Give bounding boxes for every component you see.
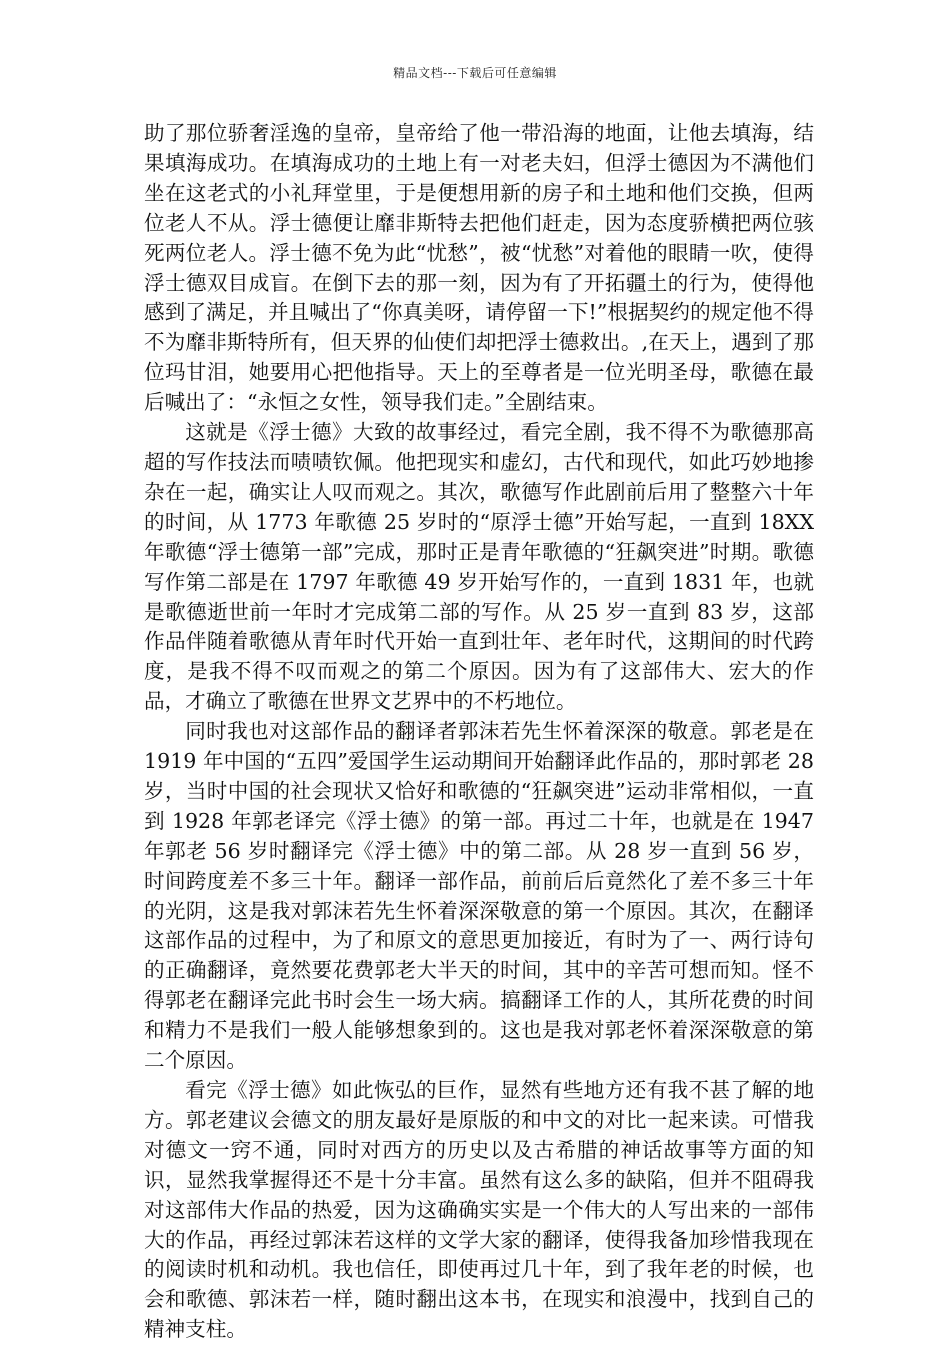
page-header: 精品文档---下载后可任意编辑 bbox=[393, 66, 557, 80]
document-body bbox=[144, 119, 814, 1345]
paragraph-1: 助了那位骄奢淫逸的皇帝，皇帝给了他一带沿海的地面，让他去填海，结果填海成功。在填海成功的土地上有一对老夫妇，但浮士德因为不满他们坐在这老式的小礼拜堂里，于是便想用新的房子和土地和他们交换，但两位老人不从。浮士德便让靡非斯特去把他们赶走，因为态度骄横把两位骇死两位老人。浮士德不免为此“忧愁”，被“忧愁”对着他的眼睛一吹，使得浮士德双目成盲。在倒下去的那一刻，因为有了开拓疆土的行为，使得他感到了满足，并且喊出了“你真美呀，请停留一下!”根据契约的规定他不得不为靡非斯特所有，但天界的仙使们却把浮士德救出。,在天上，遇到了那位玛甘泪，她要用心把他指导。天上的至尊者是一位光明圣母，歌德在最后喊出了：“永恒之女性，领导我们走。”全剧结束。 bbox=[144, 121, 814, 415]
paragraph-4: 看完《浮士德》如此恢弘的巨作，显然有些地方还有我不甚了解的地方。郭老建议会德文的朋友最好是原版的和中文的对比一起来读。可惜我对德文一窍不通，同时对西方的历史以及古希腊的神话故事等方面的知识，显然我掌握得还不是十分丰富。虽然有这么多的缺陷，但并不阻碍我对这部伟大作品的热爱，因为这确确实实是一个伟大的人写出来的一部伟大的作品，再经过郭沫若这样的文学大家的翻译，使得我备加珍惜我现在的阅读时机和动机。我也信任，即使再过几十年，到了我年老的时候，也会和歌德、郭沫若一样，随时翻出这本书，在现实和浪漫中，找到自己的精神支柱。 bbox=[144, 1078, 814, 1342]
paragraph-2: 这就是《浮士德》大致的故事经过，看完全剧，我不得不为歌德那高超的写作技法而啧啧钦佩。他把现实和虚幻，古代和现代，如此巧妙地掺杂在一起，确实让人叹而观之。其次，歌德写作此剧前后用了整整六十年的时间，从 1773 年歌德 25 岁时的“原浮士德”开始写起，一直到 18XX 年歌德“浮士德第一部”完成，那时正是青年歌德的“狂飙突进”时期。歌德写作第二部是在 1797 年歌德 49 岁开始写作的，一直到 1831 年，也就是歌德逝世前一年时才完成第二部的写作。从 25 岁一直到 83 岁，这部作品伴随着歌德从青年时代开始一直到壮年、老年时代，这期间的时代跨度，是我不得不叹而观之的第二个原因。因为有了这部伟大、宏大的作品，才确立了歌德在世界文艺界中的不朽地位。 bbox=[144, 420, 814, 714]
paragraph-3: 同时我也对这部作品的翻译者郭沫若先生怀着深深的敬意。郭老是在 1919 年中国的“五四”爱国学生运动期间开始翻译此作品的，那时郭老 28 岁，当时中国的社会现状又恰好和歌德的“狂飙突进”运动非常相似，一直到 1928 年郭老译完《浮士德》的第一部。再过二十年，也就是在 1947 年郭老 56 岁时翻译完《浮士德》中的第二部。从 28 岁一直到 56 岁，时间跨度差不多三十年。翻译一部作品，前前后后竟然化了差不多三十年的光阴，这是我对郭沫若先生怀着深深敬意的第一个原因。其次，在翻译这部作品的过程中，为了和原文的意思更加接近，有时为了一、两行诗句的正确翻译，竟然要花费郭老大半天的时间，其中的辛苦可想而知。怪不得郭老在翻译完此书时会生一场大病。搞翻译工作的人，其所花费的时间和精力不是我们一般人能够想象到的。这也是我对郭老怀着深深敬意的第二个原因。 bbox=[144, 719, 814, 1073]
